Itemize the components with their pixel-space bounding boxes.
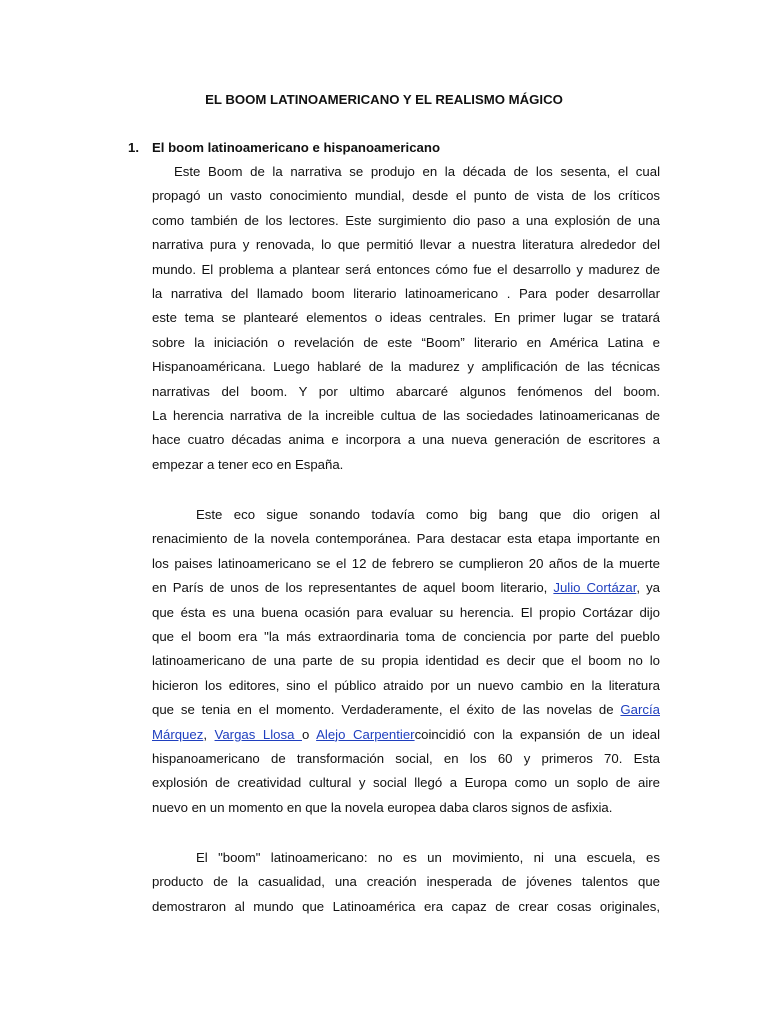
paragraph-line: que el boom era "la más extraordinaria toma de conciencia por parte del pueblo [152,628,660,644]
line-text: , ya [636,580,660,596]
paragraph-line: explosión de creatividad cultural y social llegó a Europa como un soplo de aire [152,775,660,791]
paragraph-line: que ésta es una buena ocasión para evaluar su herencia. El propio Cortázar dijo [152,604,660,620]
paragraph-line: producto de la casualidad, una creación inesperada de jóvenes talentos que [152,874,660,890]
paragraph-line: narrativas del boom. Y por ultimo abarcaré algunos fenómenos del boom. [152,383,660,399]
line-text: en París de unos de los representantes de aquel boom literario, [152,580,554,596]
paragraph-line: mundo. El problema a plantear será entonces cómo fue el desarrollo y madurez de [152,261,660,277]
paragraph-line: Este eco sigue sonando todavía como big bang que dio origen al [196,507,660,522]
line-text: que se tenia en el momento. Verdaderamente, el éxito de las novelas de [152,702,621,718]
paragraph-line: hace cuatro décadas anima e incorpora a una nueva generación de escritores a [152,432,660,448]
link-julio-cortazar[interactable]: Julio Cortázar [553,580,637,596]
section-number: 1. [128,140,139,155]
link-vargas-llosa[interactable]: Vargas Llosa [214,726,302,742]
line-text: o [301,726,317,742]
paragraph-line: sobre la iniciación o revelación de este “Boom” literario en América Latina e [152,334,660,350]
link-garcia[interactable]: García [620,702,660,718]
paragraph-line: empezar a tener eco en España. [152,456,344,472]
paragraph-line: latinoamericano de una parte de su propia identidad es decir que el boom no lo [152,653,660,669]
paragraph-3 [152,846,660,919]
paragraph-1 [152,160,660,477]
paragraph-line: hispanoamericano de transformación social, en los 60 y primeros 70. Esta [152,750,660,766]
paragraph-line: este tema se plantearé elementos o ideas centrales. En primer lugar se tratará [152,310,660,326]
link-alejo-carpentier[interactable]: Alejo Carpentier [316,726,415,742]
section-heading [128,140,440,155]
line-text: , [203,726,215,742]
paragraph-line [152,698,660,722]
paragraph-line: demostraron al mundo que Latinoamérica era capaz de crear cosas originales, [152,898,660,914]
paragraph-line: propagó un vasto conocimiento mundial, desde el punto de vista de los críticos [152,188,660,204]
paragraph-line: como también de los lectores. Este surgimiento dio paso a una explosión de una [152,212,660,228]
paragraph-line [152,723,660,747]
paragraph-line: nuevo en un momento en que la novela europea daba claros signos de asfixia. [152,799,613,815]
document-title: EL BOOM LATINOAMERICANO Y EL REALISMO MÁGICO [205,92,563,107]
paragraph-line: hicieron los editores, sino el público atraido por un nuevo cambio en la literatura [152,677,660,693]
paragraph-line: La herencia narrativa de la increible cultua de las sociedades latinoamericanas de [152,407,660,423]
paragraph-line: Este Boom de la narrativa se produjo en la década de los sesenta, el cual [174,164,660,179]
paragraph-line: Hispanoaméricana. Luego hablaré de la madurez y amplificación de las técnicas [152,359,660,375]
paragraph-line: los paises latinoamericano se el 12 de febrero se cumplieron 20 años de la muerte [152,555,660,571]
link-marquez[interactable]: Márquez [152,726,204,742]
paragraph-line [152,576,660,600]
paragraph-line: renacimiento de la novela contemporánea. Para destacar esta etapa importante en [152,531,660,547]
paragraph-line: narrativa pura y renovada, lo que permitió llevar a nuestra literatura alrededor del [152,237,660,253]
paragraph-line: la narrativa del llamado boom literario latinoamericano . Para poder desarrollar [152,285,660,301]
line-text: coincidió con la expansión de un ideal [414,726,660,742]
section-heading-text: El boom latinoamericano e hispanoamericano [152,140,441,155]
paragraph-line: El "boom" latinoamericano: no es un movimiento, ni una escuela, es [196,850,660,865]
paragraph-2 [152,503,660,820]
